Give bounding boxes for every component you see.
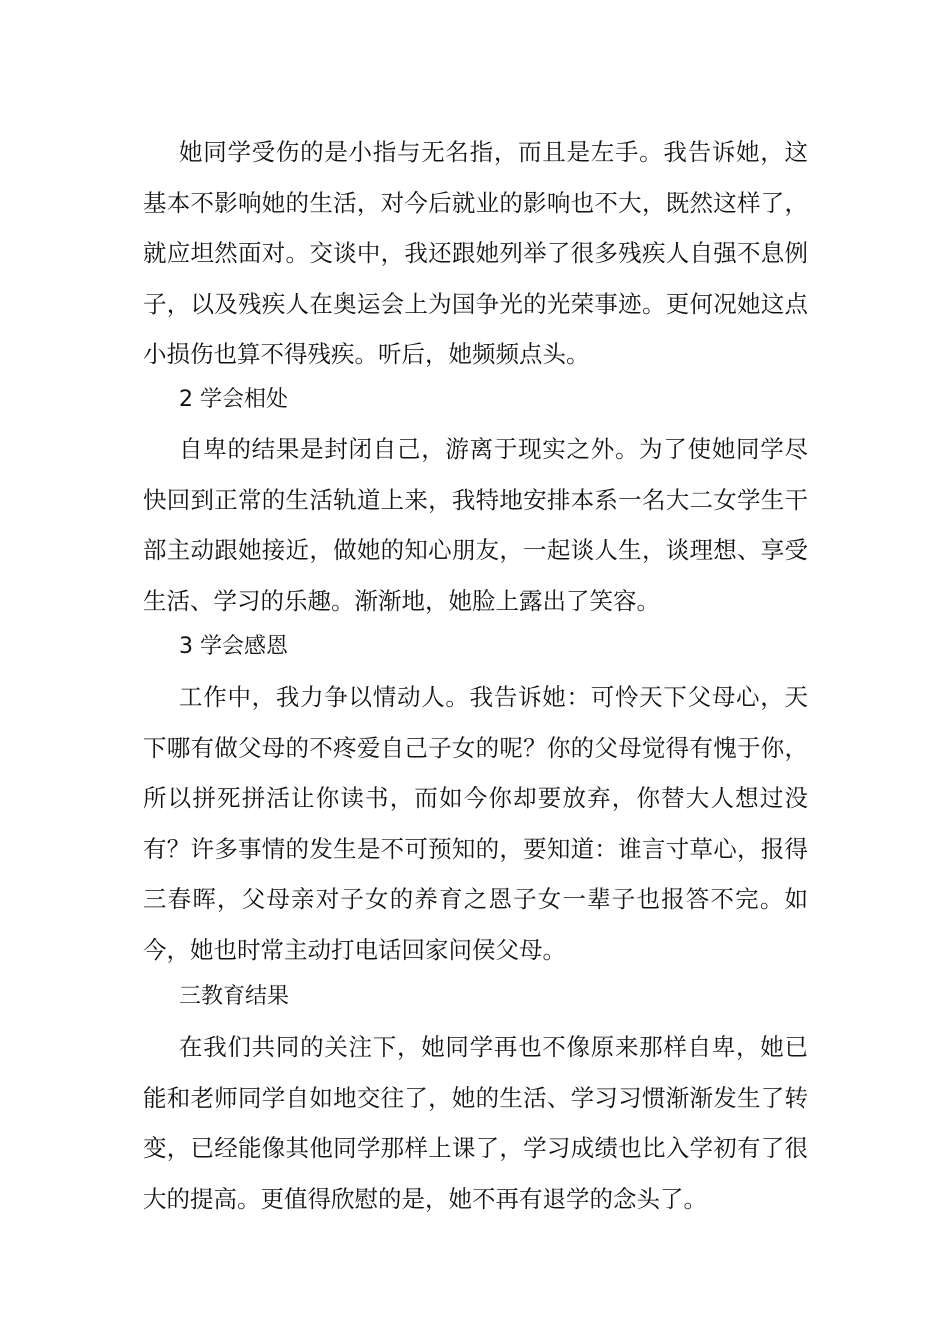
paragraph-get-along: 自卑的结果是封闭自己，游离于现实之外。为了使她同学尽快回到正常的生活轨道上来，我特地安排本系一名大二女学生干部主动跟她接近，做她的知心朋友，一起谈人生，谈理想、享受生活、学习的乐趣。渐渐地，她脸上露出了笑容。 <box>143 435 808 615</box>
section-heading-learn-gratitude: 3 学会感恩 <box>179 634 288 659</box>
section-heading-learn-to-get-along: 2 学会相处 <box>179 387 288 412</box>
paragraph-injury-reassurance: 她同学受伤的是小指与无名指，而且是左手。我告诉她，这基本不影响她的生活，对今后就业的影响也不大，既然这样了，就应坦然面对。交谈中，我还跟她列举了很多残疾人自强不息例子，以及残疾人在奥运会上为国争光的光荣事迹。更何况她这点小损伤也算不得残疾。听后，她频频点头。 <box>143 138 808 368</box>
paragraph-education-results: 在我们共同的关注下，她同学再也不像原来那样自卑，她已能和老师同学自如地交往了，她的生活、学习习惯渐渐发生了转变，已经能像其他同学那样上课了，学习成绩也比入学初有了很大的提高。更值得欣慰的是，她不再有退学的念头了。 <box>143 1033 808 1213</box>
section-heading-education-results: 三教育结果 <box>179 984 290 1009</box>
paragraph-gratitude: 工作中，我力争以情动人。我告诉她：可怜天下父母心，天下哪有做父母的不疼爱自己子女的呢？你的父母觉得有愧于你，所以拼死拼活让你读书，而如今你却要放弃，你替大人想过没有？许多事情的发生是不可预知的，要知道：谁言寸草心，报得三春晖，父母亲对子女的养育之恩子女一辈子也报答不完。如今，她也时常主动打电话回家问侯父母。 <box>143 683 808 964</box>
